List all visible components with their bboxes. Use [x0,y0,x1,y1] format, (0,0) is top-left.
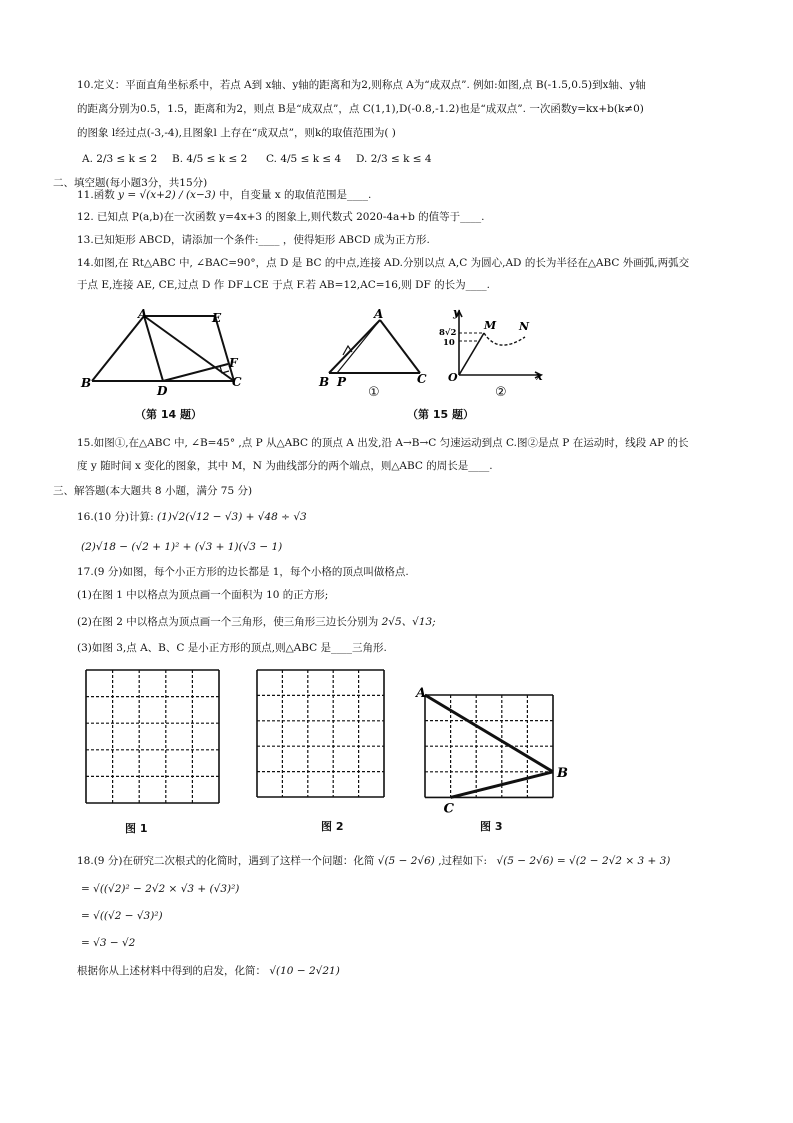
q14-line2: 于点 E,连接 AE, CE,过点 D 作 DF⊥CE 于点 F.若 AB=12,AC=16,则 DF 的长为____. [77,279,490,291]
q18-step-2-formula: = √((√2 − √3)²) [81,910,163,922]
grid-figure-3 [416,686,600,830]
q18-last-text: 根据你从上述材料中得到的启发，化简： [77,965,266,977]
q18-formula-2: √(5 − 2√6) = √(2 − 2√2 × 3 + 3) [496,855,671,867]
fig15b-label-y: y [453,306,460,319]
q16-label: 16.(10 分)计算: [77,511,154,523]
fig15b-label-m: M [484,319,497,332]
q15-line1: 15.如图①,在△ABC 中, ∠B=45° ,点 P 从△ABC 的顶点 A 出发,沿 A→B→C 匀速运动到点 C.图②是点 P 在运动时，线段 AP 的长 [77,437,689,449]
fig15b-label-n: N [519,320,530,333]
q18-step-1-formula: = √((√2)² − 2√2 × √3 + (√3)²) [81,883,240,895]
q18-formula-1: √(5 − 2√6) [377,855,435,867]
fig14-label-c: C [232,375,242,389]
caption-15: （第 15 题） [407,408,474,421]
section-2-title: 二、填空题(每小题3分，共15分) [53,177,208,189]
circle-label-2: ② [495,385,507,400]
q18-last [77,964,340,978]
q18-line1 [77,854,670,868]
fig14-label-d: D [157,384,168,398]
q17-line2: (1)在图 1 中以格点为顶点画一个面积为 10 的正方形; [77,589,329,601]
q15-line2: 度 y 随时间 x 变化的图象，其中 M，N 为曲线部分的两个端点，则△ABC 的周长是____. [77,460,493,472]
fig15-label-p: P [337,375,347,389]
q16-line1 [77,510,307,524]
q13: 13.已知矩形 ABCD，请添加一个条件:____ ，使得矩形 ABCD 成为正方形. [77,234,430,246]
q10-option-d: D. 2/3 ≤ k ≤ 4 [356,153,432,165]
fig15-label-c: C [417,372,427,386]
q11 [77,188,371,202]
q18-step-3-formula: = √3 − √2 [81,937,136,949]
q10-line2: 的距离分别为0.5，1.5，距离和为2，则点 B是“成双点”，点 C(1,1),D(-0.8,-1.2)也是“成双点”. 一次函数y=kx+b(k≠0) [77,103,644,115]
q18-last-formula: √(10 − 2√21) [269,965,340,977]
q11-formula: y = √(x+2) / (x−3) [118,189,216,201]
caption-fig1: 图 1 [125,822,148,835]
q10-option-c: C. 4/5 ≤ k ≤ 4 [266,153,342,165]
q17-line3 [77,615,436,629]
q18-step-3 [81,936,135,950]
grid-figure-2 [255,668,395,808]
q17-line3-formula: 2√5、√13; [381,616,436,628]
q17-line1: 17.(9 分)如图，每个小正方形的边长都是 1，每个小格的顶点叫做格点. [77,566,409,578]
section-3-title: 三、解答题(本大题共 8 小题，满分 75 分) [53,485,253,497]
fig15-label-b: B [319,375,330,389]
fig15b-tick-1: 8√2 [439,328,457,338]
q16-formula-1: (1)√2(√12 − √3) + √48 ÷ √3 [156,511,307,523]
fig15b-tick-2: 10 [443,338,455,348]
fig14-label-f: F [229,356,238,370]
q11-prefix: 11.函数 [77,189,115,201]
grid-figure-1 [84,668,224,808]
fig14-label-a: A [138,307,148,321]
q16-line2 [81,540,282,554]
q17-line3-text: (2)在图 2 中以格点为顶点画一个三角形，使三角形三边长分别为 [77,616,379,628]
q10-line1: 10.定义：平面直角坐标系中，若点 A到 x轴、y轴的距离和为2,则称点 A为“成双点”. 例如:如图,点 B(-1.5,0.5)到x轴、y轴 [77,79,646,91]
circle-label-1: ① [368,385,380,400]
q17-line4: (3)如图 3,点 A、B、C 是小正方形的顶点,则△ABC 是____三角形. [77,642,387,654]
q11-suffix: 中，自变量 x 的取值范围是____. [218,189,372,201]
q10-option-a: A. 2/3 ≤ k ≤ 2 [82,153,158,165]
fig3-label-c: C [443,801,454,817]
q18-intro: 18.(9 分)在研究二次根式的化简时，遇到了这样一个问题：化简 [77,855,375,867]
q18-step-1 [81,882,239,896]
caption-14: （第 14 题） [135,408,202,421]
fig15-label-a: A [374,307,384,321]
fig15b-label-o: O [448,371,458,384]
q18-mid: ,过程如下: [438,855,488,867]
q14-line1: 14.如图,在 Rt△ABC 中, ∠BAC=90°，点 D 是 BC 的中点,连接 AD.分别以点 A,C 为圆心,AD 的长为半径在△ABC 外画弧,两弧交 [77,257,690,269]
fig15b-label-x: x [536,370,543,383]
q12: 12. 已知点 P(a,b)在一次函数 y=4x+3 的图象上,则代数式 2020-4a+b 的值等于____. [77,211,485,223]
fig3-label-a: A [416,686,427,701]
fig3-label-b: B [557,765,568,781]
fig14-label-b: B [81,376,92,390]
q18-step-2 [81,909,163,923]
fig14-label-e: E [212,311,222,325]
caption-fig3: 图 3 [480,820,503,833]
q16-formula-2: (2)√18 − (√2 + 1)² + (√3 + 1)(√3 − 1) [81,541,283,553]
q10-option-b: B. 4/5 ≤ k ≤ 2 [172,153,248,165]
grid-line [425,695,553,772]
caption-fig2: 图 2 [321,820,344,833]
q10-line3: 的图象 l经过点(-3,-4),且图象l 上存在“成双点”，则k的取值范围为( ) [77,127,396,139]
